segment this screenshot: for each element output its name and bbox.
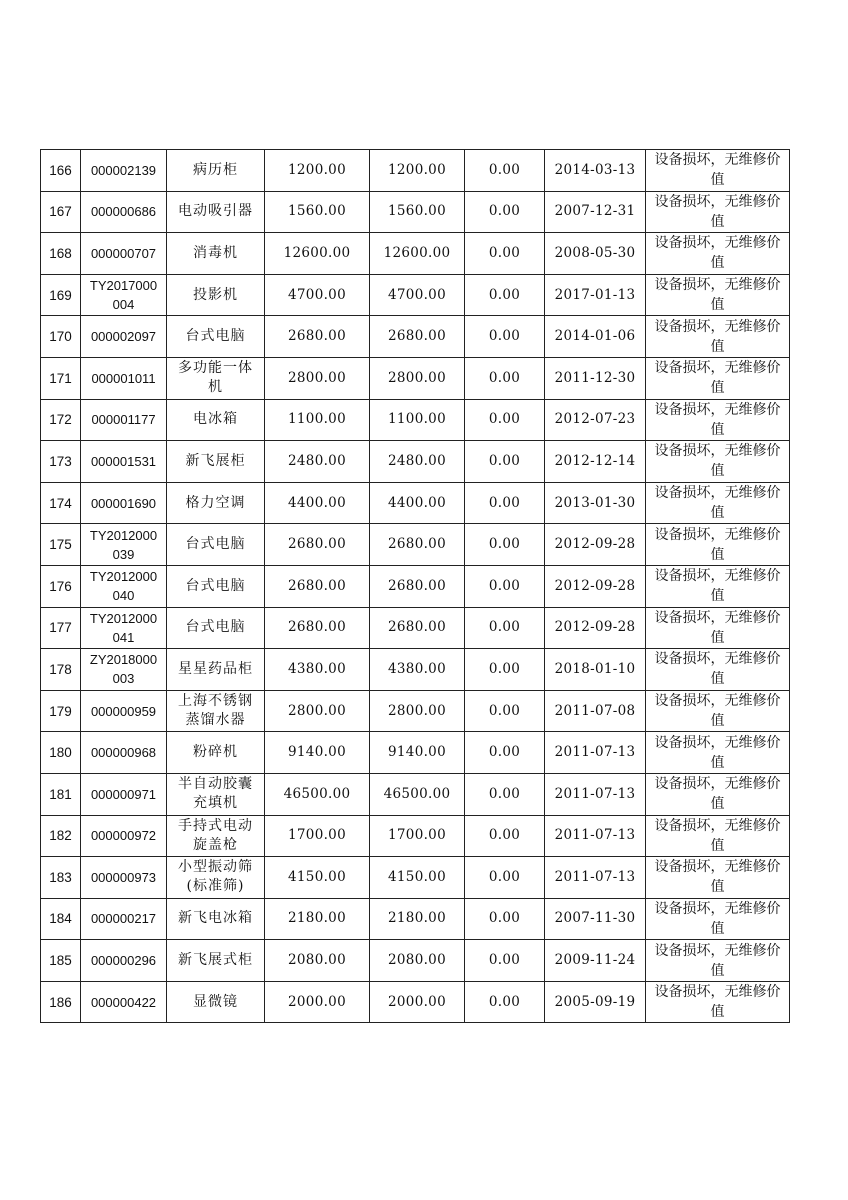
original-value-cell: 4150.00 (265, 857, 370, 899)
acquire-date-cell: 2005-09-19 (545, 981, 646, 1023)
net-value-cell: 0.00 (465, 316, 545, 358)
asset-code-cell: 000000973 (81, 857, 167, 899)
net-value-cell: 0.00 (465, 649, 545, 691)
asset-name-cell: 电动吸引器 (167, 191, 265, 233)
depreciation-cell: 1100.00 (370, 399, 465, 441)
net-value-cell: 0.00 (465, 399, 545, 441)
asset-name-cell: 台式电脑 (167, 524, 265, 566)
acquire-date-cell: 2014-01-06 (545, 316, 646, 358)
asset-name-cell: 台式电脑 (167, 316, 265, 358)
disposal-reason-cell: 设备损坏，无维修价值 (646, 524, 790, 566)
acquire-date-cell: 2008-05-30 (545, 233, 646, 275)
acquire-date-cell: 2017-01-13 (545, 274, 646, 316)
original-value-cell: 2680.00 (265, 607, 370, 649)
original-value-cell: 2080.00 (265, 940, 370, 982)
asset-name-cell: 投影机 (167, 274, 265, 316)
asset-name-cell: 电冰箱 (167, 399, 265, 441)
depreciation-cell: 2680.00 (370, 524, 465, 566)
row-number-cell: 176 (41, 565, 81, 607)
net-value-cell: 0.00 (465, 150, 545, 192)
asset-code-cell: ZY2018000003 (81, 649, 167, 691)
net-value-cell: 0.00 (465, 565, 545, 607)
depreciation-cell: 1560.00 (370, 191, 465, 233)
acquire-date-cell: 2009-11-24 (545, 940, 646, 982)
net-value-cell: 0.00 (465, 524, 545, 566)
disposal-reason-cell: 设备损坏，无维修价值 (646, 732, 790, 774)
net-value-cell: 0.00 (465, 482, 545, 524)
original-value-cell: 4380.00 (265, 649, 370, 691)
original-value-cell: 12600.00 (265, 233, 370, 275)
table-row (41, 399, 790, 441)
original-value-cell: 2800.00 (265, 690, 370, 732)
table-row (41, 233, 790, 275)
disposal-reason-cell: 设备损坏，无维修价值 (646, 482, 790, 524)
acquire-date-cell: 2011-12-30 (545, 357, 646, 399)
table-row (41, 482, 790, 524)
row-number-cell: 170 (41, 316, 81, 358)
depreciation-cell: 2180.00 (370, 898, 465, 940)
table-row (41, 565, 790, 607)
disposal-reason-cell: 设备损坏，无维修价值 (646, 649, 790, 691)
asset-name-cell: 台式电脑 (167, 565, 265, 607)
acquire-date-cell: 2012-09-28 (545, 607, 646, 649)
disposal-reason-cell: 设备损坏，无维修价值 (646, 274, 790, 316)
asset-name-cell: 小型振动筛(标准筛) (167, 857, 265, 899)
row-number-cell: 166 (41, 150, 81, 192)
asset-code-cell: 000002139 (81, 150, 167, 192)
depreciation-cell: 4700.00 (370, 274, 465, 316)
asset-disposal-table (40, 149, 790, 1023)
original-value-cell: 1100.00 (265, 399, 370, 441)
asset-code-cell: 000001011 (81, 357, 167, 399)
net-value-cell: 0.00 (465, 940, 545, 982)
original-value-cell: 2680.00 (265, 565, 370, 607)
net-value-cell: 0.00 (465, 857, 545, 899)
table-row (41, 191, 790, 233)
acquire-date-cell: 2011-07-13 (545, 773, 646, 815)
table-row (41, 274, 790, 316)
table-row (41, 150, 790, 192)
original-value-cell: 1700.00 (265, 815, 370, 857)
asset-name-cell: 消毒机 (167, 233, 265, 275)
disposal-reason-cell: 设备损坏，无维修价值 (646, 690, 790, 732)
asset-name-cell: 台式电脑 (167, 607, 265, 649)
acquire-date-cell: 2012-09-28 (545, 524, 646, 566)
row-number-cell: 169 (41, 274, 81, 316)
depreciation-cell: 2680.00 (370, 565, 465, 607)
net-value-cell: 0.00 (465, 815, 545, 857)
depreciation-cell: 2680.00 (370, 607, 465, 649)
asset-code-cell: 000001531 (81, 441, 167, 483)
table-row (41, 316, 790, 358)
asset-code-cell: 000000217 (81, 898, 167, 940)
asset-code-cell: 000001177 (81, 399, 167, 441)
row-number-cell: 175 (41, 524, 81, 566)
asset-name-cell: 新飞展柜 (167, 441, 265, 483)
original-value-cell: 1560.00 (265, 191, 370, 233)
table-row (41, 441, 790, 483)
table-row (41, 981, 790, 1023)
net-value-cell: 0.00 (465, 274, 545, 316)
asset-name-cell: 上海不锈钢蒸馏水器 (167, 690, 265, 732)
disposal-reason-cell: 设备损坏，无维修价值 (646, 441, 790, 483)
asset-code-cell: TY2017000004 (81, 274, 167, 316)
disposal-reason-cell: 设备损坏，无维修价值 (646, 981, 790, 1023)
row-number-cell: 179 (41, 690, 81, 732)
asset-name-cell: 粉碎机 (167, 732, 265, 774)
disposal-reason-cell: 设备损坏，无维修价值 (646, 316, 790, 358)
original-value-cell: 46500.00 (265, 773, 370, 815)
asset-code-cell: TY2012000040 (81, 565, 167, 607)
row-number-cell: 171 (41, 357, 81, 399)
disposal-reason-cell: 设备损坏，无维修价值 (646, 815, 790, 857)
depreciation-cell: 1200.00 (370, 150, 465, 192)
depreciation-cell: 2800.00 (370, 357, 465, 399)
disposal-reason-cell: 设备损坏，无维修价值 (646, 399, 790, 441)
acquire-date-cell: 2014-03-13 (545, 150, 646, 192)
disposal-reason-cell: 设备损坏，无维修价值 (646, 898, 790, 940)
row-number-cell: 185 (41, 940, 81, 982)
net-value-cell: 0.00 (465, 441, 545, 483)
depreciation-cell: 4380.00 (370, 649, 465, 691)
asset-code-cell: TY2012000041 (81, 607, 167, 649)
acquire-date-cell: 2011-07-08 (545, 690, 646, 732)
disposal-reason-cell: 设备损坏，无维修价值 (646, 233, 790, 275)
depreciation-cell: 9140.00 (370, 732, 465, 774)
net-value-cell: 0.00 (465, 357, 545, 399)
table-row (41, 732, 790, 774)
depreciation-cell: 1700.00 (370, 815, 465, 857)
asset-name-cell: 格力空调 (167, 482, 265, 524)
table-row (41, 690, 790, 732)
depreciation-cell: 2800.00 (370, 690, 465, 732)
original-value-cell: 4400.00 (265, 482, 370, 524)
asset-name-cell: 新飞展式柜 (167, 940, 265, 982)
net-value-cell: 0.00 (465, 607, 545, 649)
acquire-date-cell: 2012-12-14 (545, 441, 646, 483)
table-row (41, 857, 790, 899)
acquire-date-cell: 2012-09-28 (545, 565, 646, 607)
original-value-cell: 2800.00 (265, 357, 370, 399)
depreciation-cell: 2000.00 (370, 981, 465, 1023)
net-value-cell: 0.00 (465, 191, 545, 233)
original-value-cell: 2680.00 (265, 316, 370, 358)
original-value-cell: 2000.00 (265, 981, 370, 1023)
acquire-date-cell: 2018-01-10 (545, 649, 646, 691)
asset-code-cell: 000000971 (81, 773, 167, 815)
row-number-cell: 174 (41, 482, 81, 524)
row-number-cell: 178 (41, 649, 81, 691)
row-number-cell: 184 (41, 898, 81, 940)
disposal-reason-cell: 设备损坏，无维修价值 (646, 191, 790, 233)
depreciation-cell: 2480.00 (370, 441, 465, 483)
asset-name-cell: 星星药品柜 (167, 649, 265, 691)
row-number-cell: 177 (41, 607, 81, 649)
depreciation-cell: 12600.00 (370, 233, 465, 275)
original-value-cell: 1200.00 (265, 150, 370, 192)
table-row (41, 898, 790, 940)
net-value-cell: 0.00 (465, 233, 545, 275)
net-value-cell: 0.00 (465, 981, 545, 1023)
original-value-cell: 2480.00 (265, 441, 370, 483)
asset-name-cell: 新飞电冰箱 (167, 898, 265, 940)
net-value-cell: 0.00 (465, 732, 545, 774)
acquire-date-cell: 2011-07-13 (545, 857, 646, 899)
table-row (41, 940, 790, 982)
asset-code-cell: 000000707 (81, 233, 167, 275)
asset-name-cell: 显微镜 (167, 981, 265, 1023)
disposal-reason-cell: 设备损坏，无维修价值 (646, 150, 790, 192)
asset-code-cell: 000000959 (81, 690, 167, 732)
asset-code-cell: 000000686 (81, 191, 167, 233)
net-value-cell: 0.00 (465, 690, 545, 732)
table-row (41, 524, 790, 566)
asset-code-cell: 000000296 (81, 940, 167, 982)
disposal-reason-cell: 设备损坏，无维修价值 (646, 607, 790, 649)
depreciation-cell: 46500.00 (370, 773, 465, 815)
depreciation-cell: 4400.00 (370, 482, 465, 524)
asset-code-cell: 000000422 (81, 981, 167, 1023)
disposal-reason-cell: 设备损坏，无维修价值 (646, 565, 790, 607)
original-value-cell: 9140.00 (265, 732, 370, 774)
depreciation-cell: 2080.00 (370, 940, 465, 982)
row-number-cell: 180 (41, 732, 81, 774)
original-value-cell: 2180.00 (265, 898, 370, 940)
row-number-cell: 181 (41, 773, 81, 815)
row-number-cell: 182 (41, 815, 81, 857)
table-row (41, 649, 790, 691)
asset-name-cell: 手持式电动旋盖枪 (167, 815, 265, 857)
row-number-cell: 167 (41, 191, 81, 233)
asset-name-cell: 病历柜 (167, 150, 265, 192)
table-row (41, 357, 790, 399)
row-number-cell: 183 (41, 857, 81, 899)
disposal-reason-cell: 设备损坏，无维修价值 (646, 940, 790, 982)
depreciation-cell: 4150.00 (370, 857, 465, 899)
row-number-cell: 172 (41, 399, 81, 441)
row-number-cell: 186 (41, 981, 81, 1023)
acquire-date-cell: 2011-07-13 (545, 815, 646, 857)
original-value-cell: 4700.00 (265, 274, 370, 316)
asset-code-cell: 000000972 (81, 815, 167, 857)
disposal-reason-cell: 设备损坏，无维修价值 (646, 357, 790, 399)
asset-code-cell: TY2012000039 (81, 524, 167, 566)
acquire-date-cell: 2013-01-30 (545, 482, 646, 524)
table-row (41, 815, 790, 857)
row-number-cell: 168 (41, 233, 81, 275)
asset-code-cell: 000002097 (81, 316, 167, 358)
disposal-reason-cell: 设备损坏，无维修价值 (646, 857, 790, 899)
original-value-cell: 2680.00 (265, 524, 370, 566)
asset-name-cell: 半自动胶囊充填机 (167, 773, 265, 815)
net-value-cell: 0.00 (465, 898, 545, 940)
asset-code-cell: 000000968 (81, 732, 167, 774)
table-row (41, 607, 790, 649)
asset-name-cell: 多功能一体机 (167, 357, 265, 399)
acquire-date-cell: 2011-07-13 (545, 732, 646, 774)
acquire-date-cell: 2007-12-31 (545, 191, 646, 233)
table-body (41, 150, 790, 1023)
acquire-date-cell: 2012-07-23 (545, 399, 646, 441)
disposal-reason-cell: 设备损坏，无维修价值 (646, 773, 790, 815)
row-number-cell: 173 (41, 441, 81, 483)
table-row (41, 773, 790, 815)
asset-code-cell: 000001690 (81, 482, 167, 524)
net-value-cell: 0.00 (465, 773, 545, 815)
depreciation-cell: 2680.00 (370, 316, 465, 358)
acquire-date-cell: 2007-11-30 (545, 898, 646, 940)
